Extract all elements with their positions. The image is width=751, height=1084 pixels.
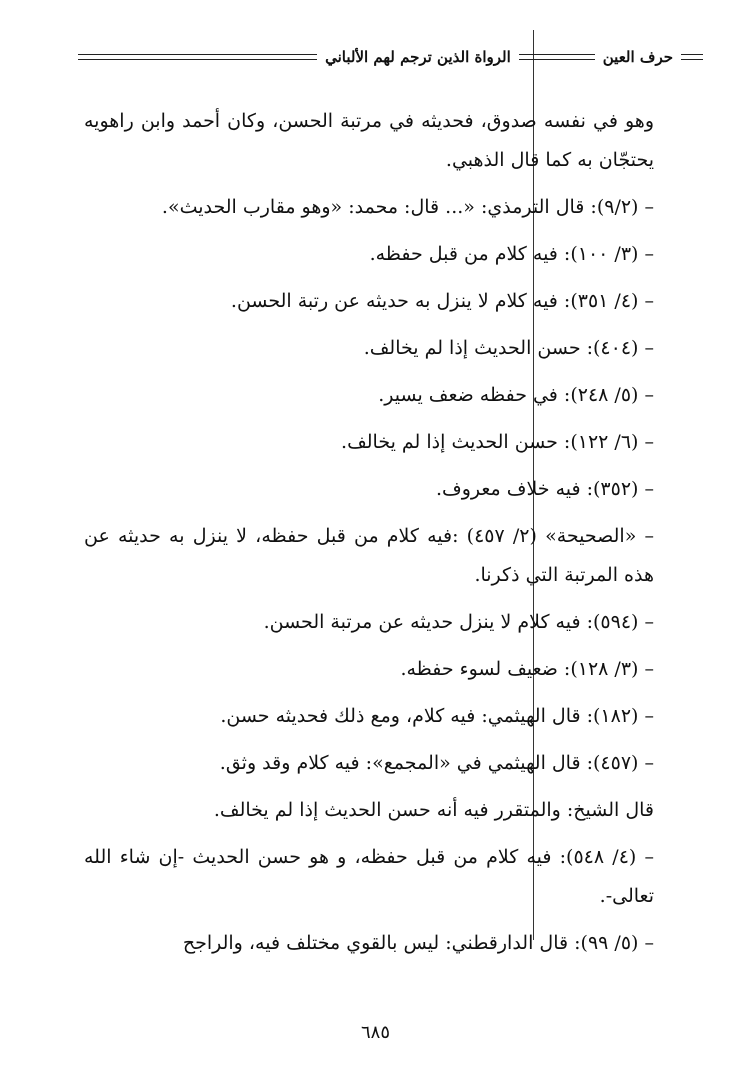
header-chapter: حرف العين: [602, 48, 673, 66]
page-body: [84, 102, 654, 971]
paragraph: – (٣/ ١٢٨): ضعيف لسوء حفظه.: [400, 658, 654, 680]
paragraph: – (٤/ ٥٤٨): فيه كلام من قبل حفظه، و هو حسن الحديث -إن شاء الله تعالى-.: [84, 846, 654, 907]
paragraph: – (٥/ ٢٤٨): في حفظه ضعف يسير.: [378, 384, 654, 406]
paragraph: – «الصحيحة» (٢/ ٤٥٧) :فيه كلام من قبل حفظه، لا ينزل به حديثه عن هذه المرتبة التي ذكرنا.: [84, 525, 655, 586]
page-number: ٦٨٥: [360, 1022, 390, 1043]
paragraph: وهو في نفسه صدوق، فحديثه في مرتبة الحسن، وكان أحمد وابن راهويه يحتجّان به كما قال الذهبي.: [84, 110, 654, 171]
paragraph: – (٦/ ١٢٢): حسن الحديث إذا لم يخالف.: [341, 431, 654, 453]
header-book-title: الرواة الذين ترجم لهم الألباني: [325, 48, 511, 66]
paragraph: – (٥٩٤): فيه كلام لا ينزل حديثه عن مرتبة الحسن.: [263, 611, 654, 633]
paragraph: – (٣/ ١٠٠): فيه كلام من قبل حفظه.: [369, 243, 654, 265]
paragraph: – (٣٥٢): فيه خلاف معروف.: [435, 478, 654, 500]
paragraph: قال الشيخ: والمتقرر فيه أنه حسن الحديث إذا لم يخالف.: [213, 799, 654, 821]
header-rule-fill: [78, 54, 317, 60]
paragraph: – (١٨٢): قال الهيثمي: فيه كلام، ومع ذلك فحديثه حسن.: [220, 705, 654, 727]
paragraph: – (٥/ ٩٩): قال الدارقطني: ليس بالقوي مختلف فيه، والراجح: [182, 932, 654, 954]
paragraph: – (٤/ ٣٥١): فيه كلام لا ينزل به حديثه عن رتبة الحسن.: [230, 290, 654, 312]
paragraph: – (٤٥٧): قال الهيثمي في «المجمع»: فيه كلام وقد وثق.: [219, 752, 654, 774]
running-header: [78, 44, 703, 70]
header-rule-lead: [681, 54, 703, 60]
header-rule-middle: [519, 54, 595, 60]
paragraph: – (٩/٢): قال الترمذي: «... قال: محمد: «وهو مقارب الحديث».: [161, 196, 654, 218]
paragraph: – (٤٠٤): حسن الحديث إذا لم يخالف.: [363, 337, 654, 359]
